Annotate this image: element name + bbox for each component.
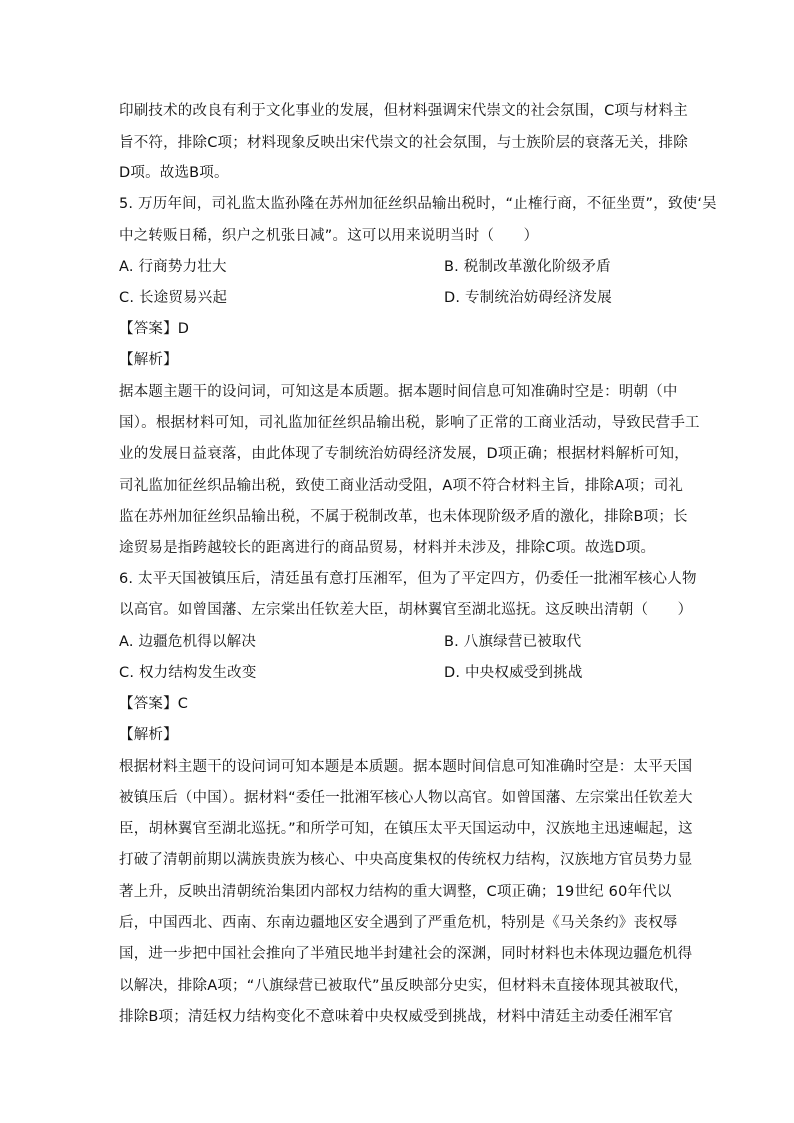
question-5-stem: 5. 万历年间，司礼监太监孙隆在苏州加征丝织品输出税时，“止榷行商，不征坐贾”，致使‘吴 <box>119 196 717 212</box>
q6-option-a: A. 边疆危机得以解决 <box>119 634 257 650</box>
q6-analysis-line: 以解决，排除A项；“八旗绿营已被取代”虽反映部分史实，但材料未直接体现其被取代， <box>119 978 689 994</box>
q6-option-c: C. 权力结构发生改变 <box>119 665 257 681</box>
q5-option-d: D. 专制统治妨碍经济发展 <box>444 290 612 306</box>
q6-analysis-line: 被镇压后（中国）。据材料“委任一批湘军核心人物以高官。如曾国藩、左宗棠出任钦差大 <box>119 790 693 806</box>
q6-answer: 【答案】C <box>119 696 189 712</box>
q6-analysis-line: 臣，胡林翼官至湖北巡抚。”和所学可知，在镇压太平天国运动中，汉族地主迅速崛起，这 <box>119 821 693 837</box>
q6-analysis-title: 【解析】 <box>119 727 178 743</box>
q6-analysis-line: 根据材料主题干的设问词可知本题是本质题。据本题时间信息可知准确时空是：太平天国 <box>119 759 693 775</box>
q6-analysis-line: 打破了清朝前期以满族贵族为核心、中央高度集权的传统权力结构，汉族地方官员势力显 <box>119 852 693 868</box>
q6-analysis-line: 国，进一步把中国社会推向了半殖民地半封建社会的深渊，同时材料也未体现边疆危机得 <box>119 946 693 962</box>
q5-answer: 【答案】D <box>119 321 190 337</box>
q5-analysis-line: 据本题主题干的设问词，可知这是本质题。据本题时间信息可知准确时空是：明朝（中 <box>119 384 678 400</box>
q5-analysis-line: 监在苏州加征丝织品输出税，不属于税制改革，也未体现阶级矛盾的激化，排除B项；长 <box>119 509 688 525</box>
q5-analysis-line: 途贸易是指跨越较长的距离进行的商品贸易，材料并未涉及，排除C项。故选D项。 <box>119 540 656 556</box>
q6-analysis-line: 著上升，反映出清朝统治集团内部权力结构的重大调整，C项正确；19世纪 60年代以 <box>119 884 672 900</box>
text-line: 旨不符，排除C项；材料现象反映出宋代崇文的社会氛围，与士族阶层的衰落无关，排除 <box>119 135 688 151</box>
q6-option-d: D. 中央权威受到挑战 <box>444 665 583 681</box>
q6-option-b: B. 八旗绿营已被取代 <box>444 634 582 650</box>
q5-analysis-line: 司礼监加征丝织品输出税，致使工商业活动受阻，A项不符合材料主旨，排除A项；司礼 <box>119 478 684 494</box>
text-line: D项。故选B项。 <box>119 165 229 181</box>
q6-analysis-line: 后，中国西北、西南、东南边疆地区安全遇到了严重危机，特别是《马关条约》丧权辱 <box>119 915 678 931</box>
q5-option-b: B. 税制改革激化阶级矛盾 <box>444 259 611 275</box>
q5-analysis-title: 【解析】 <box>119 352 178 368</box>
q5-analysis-line: 国）。根据材料可知，司礼监加征丝织品输出税，影响了正常的工商业活动，导致民营手工 <box>119 415 700 431</box>
question-5-stem: 中之转贩日稀，织户之机张日减”。这可以用来说明当时（ ） <box>119 228 539 244</box>
text-line: 印刷技术的改良有利于文化事业的发展，但材料强调宋代崇文的社会氛围，C项与材料主 <box>119 103 688 119</box>
question-6-stem: 6. 太平天国被镇压后，清廷虽有意打压湘军，但为了平定四方，仍委任一批湘军核心人物 <box>119 571 697 587</box>
question-6-stem: 以高官。如曾国藩、左宗棠出任钦差大臣，胡林翼官至湖北巡抚。这反映出清朝（ ） <box>119 602 693 618</box>
q5-analysis-line: 业的发展日益衰落，由此体现了专制统治妨碍经济发展，D项正确；根据材料解析可知， <box>119 446 689 462</box>
q5-option-a: A. 行商势力壮大 <box>119 259 227 275</box>
q6-analysis-line: 排除B项；清廷权力结构变化不意味着中央权威受到挑战，材料中清廷主动委任湘军官 <box>119 1009 674 1025</box>
q5-option-c: C. 长途贸易兴起 <box>119 290 228 306</box>
